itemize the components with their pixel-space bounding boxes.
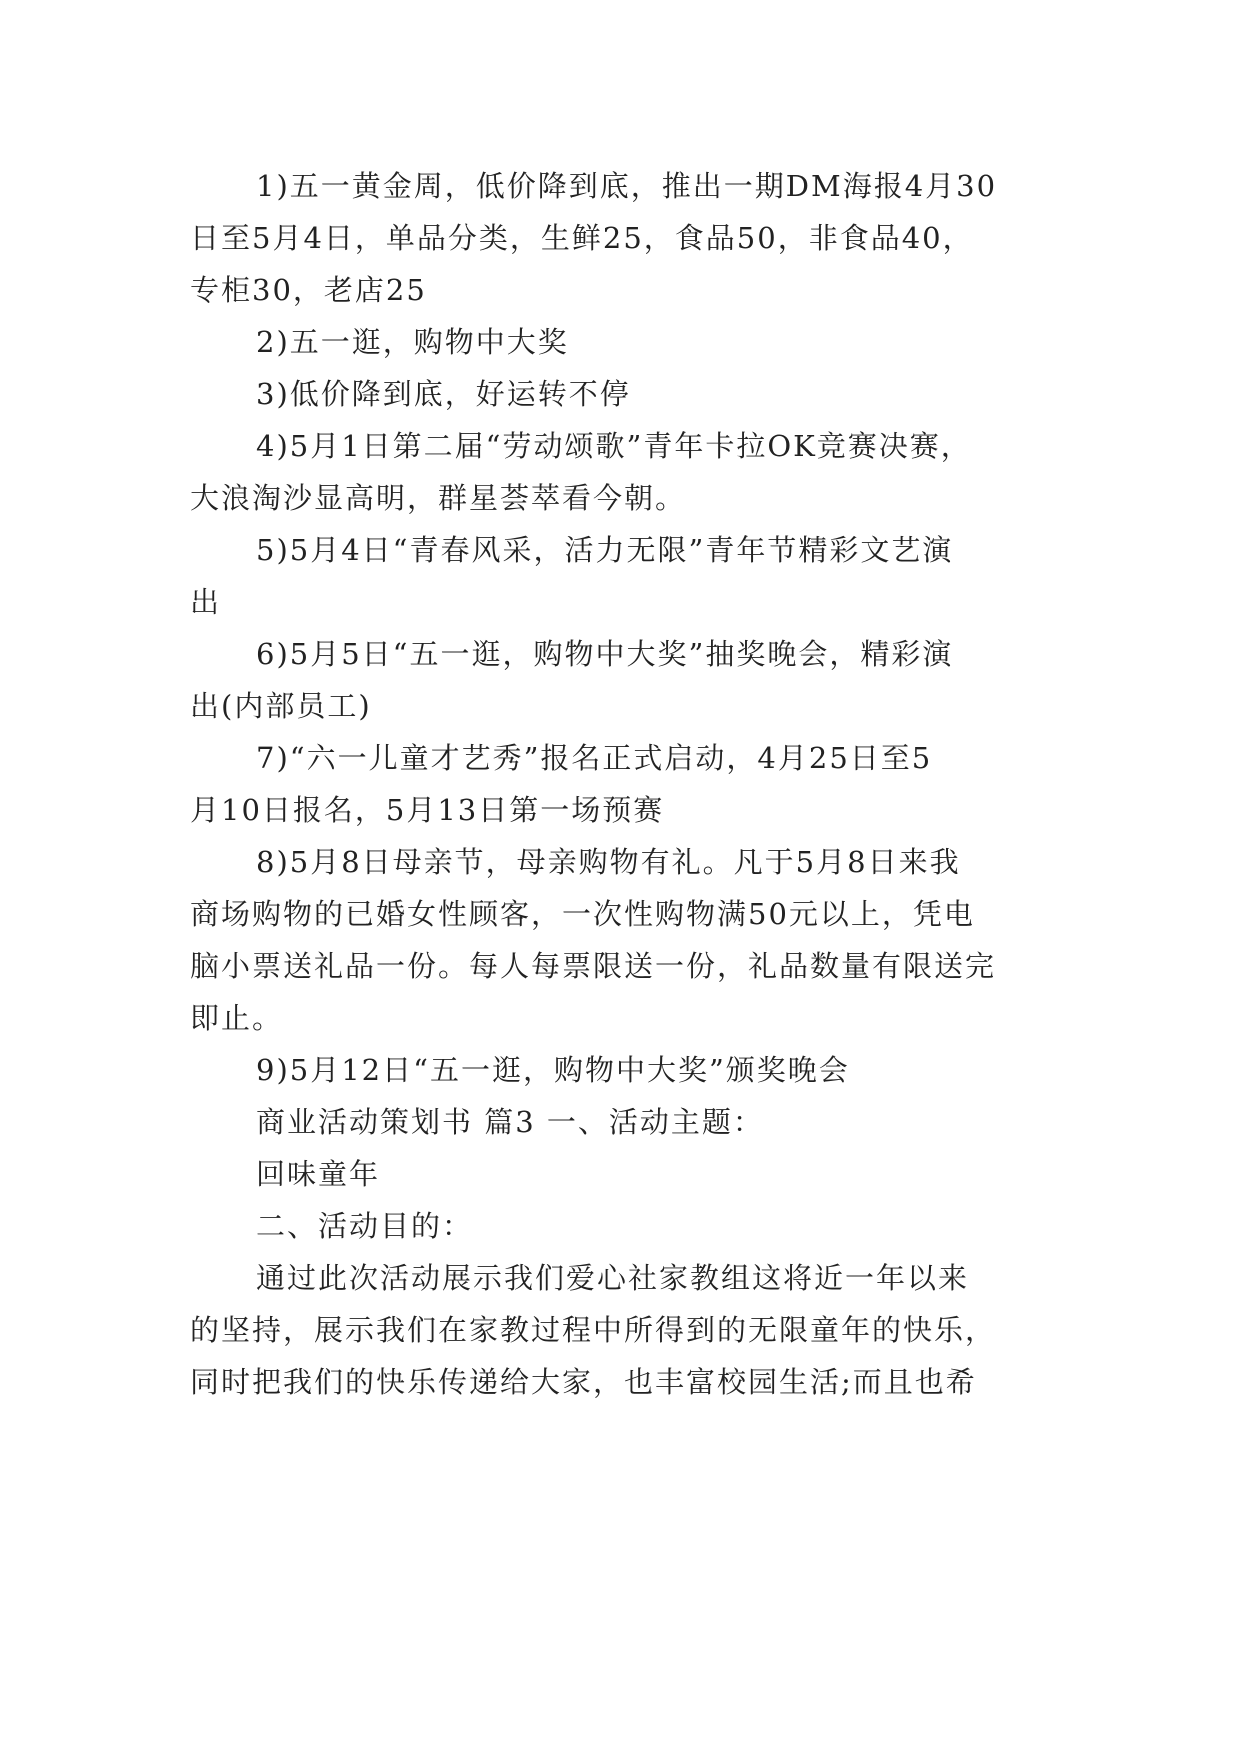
text-line: 9)5月12日“五一逛，购物中大奖”颁奖晚会 — [256, 1053, 850, 1087]
text-line: 出 — [190, 585, 222, 619]
text-line: 同时把我们的快乐传递给大家，也丰富校园生活;而且也希 — [190, 1365, 977, 1399]
text-line: 1)五一黄金周，低价降到底，推出一期DM海报4月30 — [256, 169, 998, 203]
text-line: 脑小票送礼品一份。每人每票限送一份，礼品数量有限送完 — [190, 949, 997, 983]
text-line: 8)5月8日母亲节，母亲购物有礼。凡于5月8日来我 — [256, 845, 961, 879]
text-line: 大浪淘沙显高明，群星荟萃看今朝。 — [190, 481, 687, 515]
text-line: 月10日报名，5月13日第一场预赛 — [190, 793, 665, 827]
text-line: 7)“六一儿童才艺秀”报名正式启动，4月25日至5 — [256, 741, 933, 775]
text-line: 专柜30，老店25 — [190, 273, 427, 307]
text-line: 回味童年 — [256, 1157, 381, 1191]
text-line: 商场购物的已婚女性顾客，一次性购物满50元以上，凭电 — [190, 897, 975, 931]
text-line: 5)5月4日“青春风采，活力无限”青年节精彩文艺演 — [256, 533, 954, 567]
section-heading: 二、活动目的： — [256, 1209, 474, 1243]
text-line: 通过此次活动展示我们爱心社家教组这将近一年以来 — [256, 1261, 970, 1295]
text-line: 2)五一逛，购物中大奖 — [256, 325, 569, 359]
text-line: 3)低价降到底，好运转不停 — [256, 377, 631, 411]
text-line: 的坚持，展示我们在家教过程中所得到的无限童年的快乐， — [190, 1313, 997, 1347]
text-line: 6)5月5日“五一逛，购物中大奖”抽奖晚会，精彩演 — [256, 637, 954, 671]
text-line: 4)5月1日第二届“劳动颂歌”青年卡拉OK竞赛决赛， — [256, 429, 972, 463]
text-line: 日至5月4日，单品分类，生鲜25，食品50，非食品40， — [190, 221, 974, 255]
text-line: 出(内部员工) — [190, 689, 372, 723]
text-line: 即止。 — [190, 1001, 284, 1035]
section-heading: 商业活动策划书 篇3 一、活动主题： — [256, 1105, 764, 1139]
